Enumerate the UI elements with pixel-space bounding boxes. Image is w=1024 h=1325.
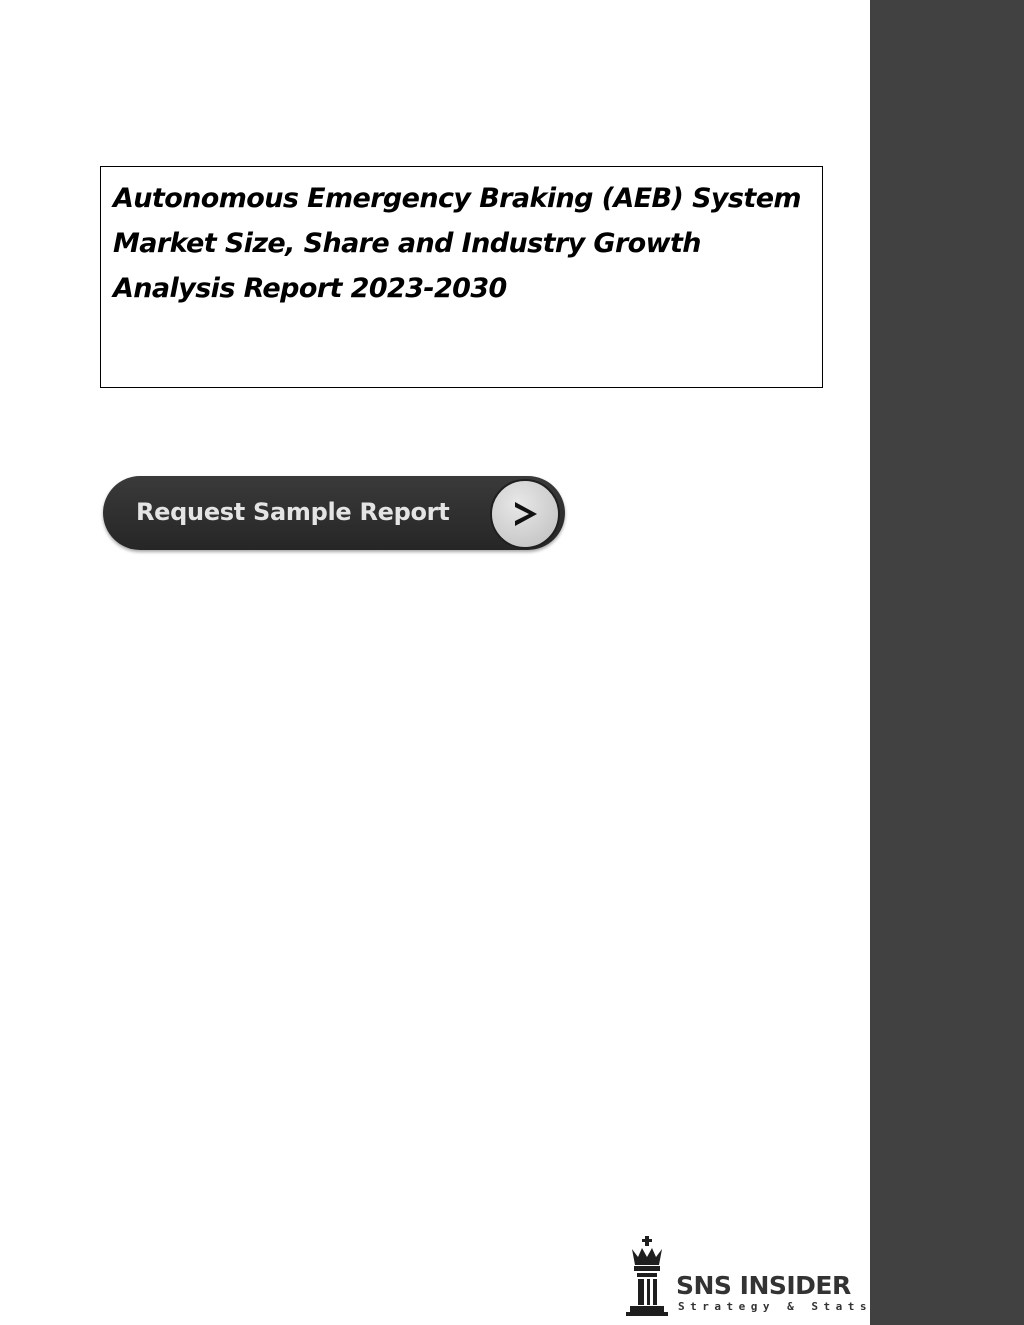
request-sample-report-label: Request Sample Report [136,498,450,526]
logo-tagline: Strategy & Stats [678,1300,872,1313]
chevron-right-icon[interactable] [490,479,560,549]
report-title: Autonomous Emergency Braking (AEB) System Market Size, Share and Industry Growth Analysis Report 2023-2030 [113,183,801,304]
title-box [100,166,823,388]
chess-king-icon [624,1235,672,1317]
logo-name: SNS INSIDER [676,1271,851,1300]
sns-insider-logo [624,1235,872,1317]
request-sample-report-button[interactable] [103,476,565,550]
right-sidebar [870,0,1024,1325]
